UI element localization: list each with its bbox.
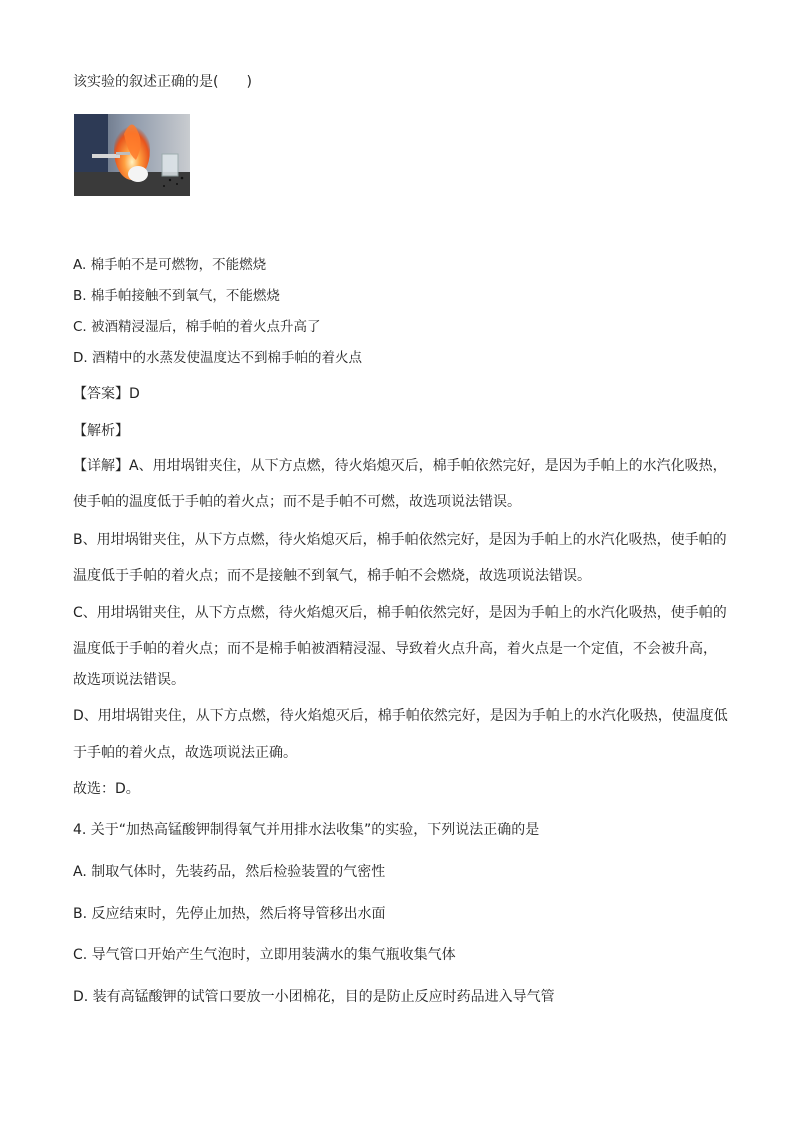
q4-option-c: C. 导气管口开始产生气泡时，立即用装满水的集气瓶收集气体 (73, 947, 456, 963)
analysis-line-6: 温度低于手帕的着火点；而不是棉手帕被酒精浸湿、导致着火点升高，着火点是一个定值，不会被升高， (73, 641, 717, 657)
analysis-label: 【解析】 (73, 423, 129, 439)
option-b: B. 棉手帕接触不到氧气，不能燃烧 (73, 288, 280, 304)
analysis-line-1: 【详解】A、用坩埚钳夹住，从下方点燃，待火焰熄灭后，棉手帕依然完好，是因为手帕上的水汽化吸热， (73, 458, 727, 474)
analysis-line-8: D、用坩埚钳夹住，从下方点燃，待火焰熄灭后，棉手帕依然完好，是因为手帕上的水汽化吸热，使温度低 (73, 708, 728, 724)
analysis-line-10: 故选：D。 (73, 781, 140, 797)
analysis-line-9: 于手帕的着火点，故选项说法正确。 (73, 745, 297, 761)
option-a: A. 棉手帕不是可燃物，不能燃烧 (73, 257, 267, 273)
q4-option-b: B. 反应结束时，先停止加热，然后将导管移出水面 (73, 906, 386, 922)
option-c: C. 被酒精浸湿后，棉手帕的着火点升高了 (73, 319, 321, 335)
question-4-stem: 4. 关于“加热高锰酸钾制得氧气并用排水法收集”的实验，下列说法正确的是 (73, 822, 540, 838)
question-stem: 该实验的叙述正确的是( ) (73, 74, 252, 90)
answer-label: 【答案】 (73, 386, 129, 402)
answer-value: D (129, 386, 140, 402)
q4-option-d: D. 装有高锰酸钾的试管口要放一小团棉花，目的是防止反应时药品进入导气管 (73, 989, 555, 1005)
analysis-line-3: B、用坩埚钳夹住，从下方点燃，待火焰熄灭后，棉手帕依然完好，是因为手帕上的水汽化吸热，使手帕的 (73, 532, 727, 548)
analysis-line-5: C、用坩埚钳夹住，从下方点燃，待火焰熄灭后，棉手帕依然完好，是因为手帕上的水汽化吸热，使手帕的 (73, 605, 727, 621)
q4-option-a: A. 制取气体时，先装药品，然后检验装置的气密性 (73, 864, 386, 880)
answer-line (73, 384, 140, 404)
analysis-line-7: 故选项说法错误。 (73, 672, 185, 688)
analysis-line-4: 温度低于手帕的着火点；而不是接触不到氧气，棉手帕不会燃烧，故选项说法错误。 (73, 568, 591, 584)
option-d: D. 酒精中的水蒸发使温度达不到棉手帕的着火点 (73, 350, 362, 366)
analysis-line-2: 使手帕的温度低于手帕的着火点；而不是手帕不可燃，故选项说法错误。 (73, 494, 521, 510)
experiment-photo (74, 114, 190, 196)
